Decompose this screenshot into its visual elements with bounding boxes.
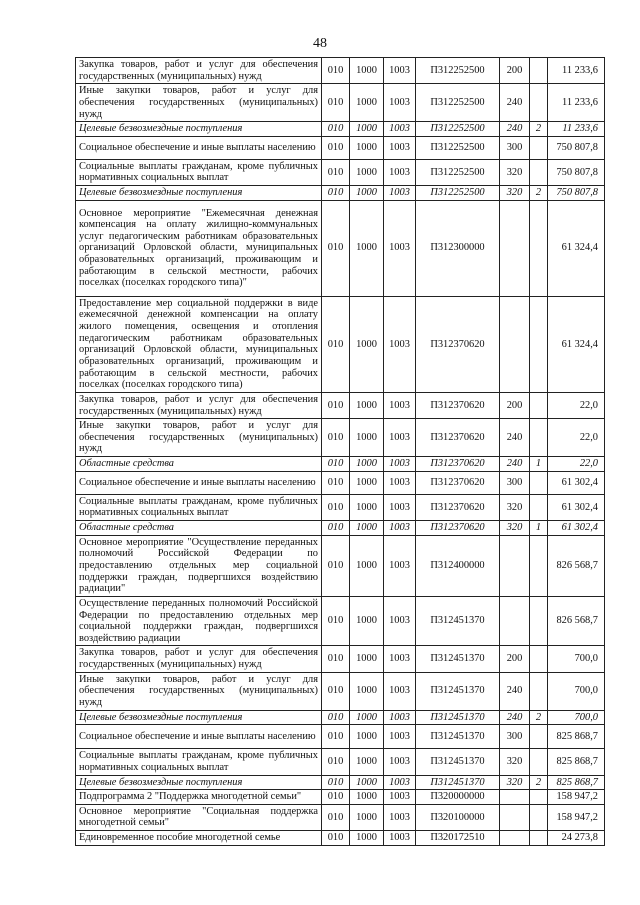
- target-article-code: П312451370: [416, 725, 500, 749]
- amount: 24 273,8: [548, 831, 605, 846]
- target-article-code: П312252500: [416, 186, 500, 201]
- expense-type-code: 200: [500, 58, 530, 84]
- funding-source-code: [530, 159, 548, 185]
- dept-code: 010: [322, 790, 350, 805]
- dept-code: 010: [322, 831, 350, 846]
- dept-code: 010: [322, 646, 350, 672]
- subsection-code: 1003: [384, 646, 416, 672]
- subsection-code: 1003: [384, 392, 416, 418]
- row-name: Социальные выплаты гражданам, кроме публичных нормативных социальных выплат: [76, 494, 322, 520]
- dept-code: 010: [322, 672, 350, 710]
- funding-source-code: [530, 84, 548, 122]
- expense-type-code: 240: [500, 457, 530, 472]
- subsection-code: 1003: [384, 84, 416, 122]
- subsection-code: 1003: [384, 457, 416, 472]
- table-row: [76, 122, 605, 137]
- target-article-code: П312370620: [416, 296, 500, 392]
- section-code: 1000: [350, 749, 384, 775]
- dept-code: 010: [322, 200, 350, 296]
- amount: 825 868,7: [548, 775, 605, 790]
- expense-type-code: 300: [500, 471, 530, 494]
- budget-table: [75, 57, 605, 846]
- subsection-code: 1003: [384, 296, 416, 392]
- section-code: 1000: [350, 790, 384, 805]
- funding-source-code: 2: [530, 122, 548, 137]
- expense-type-code: 240: [500, 672, 530, 710]
- subsection-code: 1003: [384, 136, 416, 159]
- subsection-code: 1003: [384, 58, 416, 84]
- section-code: 1000: [350, 392, 384, 418]
- subsection-code: 1003: [384, 790, 416, 805]
- dept-code: 010: [322, 159, 350, 185]
- subsection-code: 1003: [384, 672, 416, 710]
- subsection-code: 1003: [384, 122, 416, 137]
- expense-type-code: [500, 596, 530, 646]
- dept-code: 010: [322, 471, 350, 494]
- row-name: Областные средства: [76, 457, 322, 472]
- expense-type-code: 300: [500, 136, 530, 159]
- target-article-code: П312252500: [416, 159, 500, 185]
- section-code: 1000: [350, 596, 384, 646]
- expense-type-code: 200: [500, 392, 530, 418]
- dept-code: 010: [322, 58, 350, 84]
- funding-source-code: 2: [530, 775, 548, 790]
- row-name: Целевые безвозмездные поступления: [76, 186, 322, 201]
- amount: 826 568,7: [548, 596, 605, 646]
- funding-source-code: [530, 646, 548, 672]
- amount: 825 868,7: [548, 749, 605, 775]
- section-code: 1000: [350, 84, 384, 122]
- target-article-code: П312252500: [416, 136, 500, 159]
- expense-type-code: 240: [500, 122, 530, 137]
- table-row: [76, 159, 605, 185]
- table-row: [76, 200, 605, 296]
- row-name: Областные средства: [76, 521, 322, 536]
- dept-code: 010: [322, 457, 350, 472]
- amount: 700,0: [548, 710, 605, 725]
- dept-code: 010: [322, 725, 350, 749]
- expense-type-code: 240: [500, 710, 530, 725]
- funding-source-code: [530, 804, 548, 830]
- expense-type-code: [500, 200, 530, 296]
- table-row: [76, 596, 605, 646]
- table-row: [76, 392, 605, 418]
- dept-code: 010: [322, 419, 350, 457]
- section-code: 1000: [350, 159, 384, 185]
- row-name: Целевые безвозмездные поступления: [76, 775, 322, 790]
- funding-source-code: 1: [530, 457, 548, 472]
- target-article-code: П312451370: [416, 749, 500, 775]
- target-article-code: П312400000: [416, 535, 500, 596]
- row-name: Социальное обеспечение и иные выплаты населению: [76, 136, 322, 159]
- section-code: 1000: [350, 804, 384, 830]
- dept-code: 010: [322, 122, 350, 137]
- row-name: Социальные выплаты гражданам, кроме публичных нормативных социальных выплат: [76, 749, 322, 775]
- expense-type-code: 320: [500, 159, 530, 185]
- table-row: [76, 457, 605, 472]
- amount: 11 233,6: [548, 84, 605, 122]
- table-row: [76, 804, 605, 830]
- section-code: 1000: [350, 521, 384, 536]
- dept-code: 010: [322, 521, 350, 536]
- subsection-code: 1003: [384, 186, 416, 201]
- row-name: Закупка товаров, работ и услуг для обеспечения государственных (муниципальных) нужд: [76, 646, 322, 672]
- subsection-code: 1003: [384, 596, 416, 646]
- expense-type-code: [500, 831, 530, 846]
- funding-source-code: 1: [530, 521, 548, 536]
- dept-code: 010: [322, 596, 350, 646]
- section-code: 1000: [350, 419, 384, 457]
- subsection-code: 1003: [384, 521, 416, 536]
- section-code: 1000: [350, 535, 384, 596]
- section-code: 1000: [350, 200, 384, 296]
- expense-type-code: [500, 790, 530, 805]
- target-article-code: П320100000: [416, 804, 500, 830]
- funding-source-code: [530, 672, 548, 710]
- table-row: [76, 58, 605, 84]
- section-code: 1000: [350, 710, 384, 725]
- budget-table-body: [76, 58, 605, 846]
- section-code: 1000: [350, 775, 384, 790]
- table-row: [76, 471, 605, 494]
- target-article-code: П312451370: [416, 596, 500, 646]
- expense-type-code: [500, 804, 530, 830]
- subsection-code: 1003: [384, 804, 416, 830]
- funding-source-code: [530, 725, 548, 749]
- amount: 750 807,8: [548, 136, 605, 159]
- funding-source-code: [530, 749, 548, 775]
- row-name: Целевые безвозмездные поступления: [76, 710, 322, 725]
- section-code: 1000: [350, 494, 384, 520]
- amount: 11 233,6: [548, 58, 605, 84]
- target-article-code: П312451370: [416, 646, 500, 672]
- target-article-code: П312451370: [416, 775, 500, 790]
- dept-code: 010: [322, 535, 350, 596]
- amount: 700,0: [548, 646, 605, 672]
- subsection-code: 1003: [384, 725, 416, 749]
- row-name: Подпрограмма 2 "Поддержка многодетной семьи": [76, 790, 322, 805]
- amount: 158 947,2: [548, 790, 605, 805]
- expense-type-code: 200: [500, 646, 530, 672]
- section-code: 1000: [350, 831, 384, 846]
- target-article-code: П312370620: [416, 471, 500, 494]
- table-row: [76, 419, 605, 457]
- funding-source-code: [530, 200, 548, 296]
- amount: 61 324,4: [548, 200, 605, 296]
- target-article-code: П312252500: [416, 122, 500, 137]
- table-row: [76, 775, 605, 790]
- target-article-code: П312370620: [416, 392, 500, 418]
- amount: 61 302,4: [548, 521, 605, 536]
- table-row: [76, 749, 605, 775]
- subsection-code: 1003: [384, 471, 416, 494]
- table-row: [76, 790, 605, 805]
- row-name: Основное мероприятие "Осуществление переданных полномочий Российской Федерации по предоставлению отдельных мер социальной поддержки граждан, подвергшихся воздействию радиации": [76, 535, 322, 596]
- dept-code: 010: [322, 136, 350, 159]
- expense-type-code: [500, 296, 530, 392]
- section-code: 1000: [350, 725, 384, 749]
- funding-source-code: 2: [530, 710, 548, 725]
- dept-code: 010: [322, 775, 350, 790]
- funding-source-code: [530, 494, 548, 520]
- dept-code: 010: [322, 749, 350, 775]
- amount: 22,0: [548, 392, 605, 418]
- amount: 750 807,8: [548, 186, 605, 201]
- table-row: [76, 535, 605, 596]
- expense-type-code: 320: [500, 494, 530, 520]
- row-name: Закупка товаров, работ и услуг для обеспечения государственных (муниципальных) нужд: [76, 58, 322, 84]
- dept-code: 010: [322, 804, 350, 830]
- row-name: Предоставление мер социальной поддержки в виде ежемесячной денежной компенсации на оплату жилого помещения, освещения и отопления педагогическим работникам образовательных организаций Орловской области, муниципальных образовательных организаций, проживающим и работающим в сельской местности, рабочих поселках (поселках городского типа): [76, 296, 322, 392]
- funding-source-code: [530, 419, 548, 457]
- table-row: [76, 494, 605, 520]
- expense-type-code: 320: [500, 521, 530, 536]
- amount: 61 302,4: [548, 494, 605, 520]
- page-number: 48: [313, 36, 327, 51]
- dept-code: 010: [322, 494, 350, 520]
- table-row: [76, 296, 605, 392]
- expense-type-code: 240: [500, 84, 530, 122]
- table-row: [76, 710, 605, 725]
- expense-type-code: 240: [500, 419, 530, 457]
- row-name: Единовременное пособие многодетной семье: [76, 831, 322, 846]
- subsection-code: 1003: [384, 775, 416, 790]
- target-article-code: П312370620: [416, 494, 500, 520]
- row-name: Закупка товаров, работ и услуг для обеспечения государственных (муниципальных) нужд: [76, 392, 322, 418]
- funding-source-code: [530, 831, 548, 846]
- subsection-code: 1003: [384, 494, 416, 520]
- target-article-code: П312451370: [416, 710, 500, 725]
- section-code: 1000: [350, 296, 384, 392]
- funding-source-code: [530, 136, 548, 159]
- amount: 61 302,4: [548, 471, 605, 494]
- dept-code: 010: [322, 710, 350, 725]
- table-row: [76, 186, 605, 201]
- target-article-code: П312370620: [416, 521, 500, 536]
- table-row: [76, 84, 605, 122]
- row-name: Иные закупки товаров, работ и услуг для обеспечения государственных (муниципальных) нужд: [76, 419, 322, 457]
- amount: 750 807,8: [548, 159, 605, 185]
- funding-source-code: [530, 471, 548, 494]
- amount: 826 568,7: [548, 535, 605, 596]
- table-row: [76, 521, 605, 536]
- expense-type-code: 320: [500, 775, 530, 790]
- dept-code: 010: [322, 296, 350, 392]
- expense-type-code: 300: [500, 725, 530, 749]
- amount: 61 324,4: [548, 296, 605, 392]
- funding-source-code: [530, 58, 548, 84]
- amount: 700,0: [548, 672, 605, 710]
- row-name: Социальные выплаты гражданам, кроме публичных нормативных социальных выплат: [76, 159, 322, 185]
- section-code: 1000: [350, 122, 384, 137]
- table-row: [76, 646, 605, 672]
- funding-source-code: [530, 392, 548, 418]
- funding-source-code: [530, 296, 548, 392]
- row-name: Осуществление переданных полномочий Российской Федерации по предоставлению отдельных мер социальной поддержки граждан, подвергшихся воздействию радиации: [76, 596, 322, 646]
- target-article-code: П312252500: [416, 58, 500, 84]
- table-row: [76, 672, 605, 710]
- table-row: [76, 136, 605, 159]
- amount: 825 868,7: [548, 725, 605, 749]
- subsection-code: 1003: [384, 710, 416, 725]
- dept-code: 010: [322, 186, 350, 201]
- target-article-code: П312451370: [416, 672, 500, 710]
- section-code: 1000: [350, 136, 384, 159]
- dept-code: 010: [322, 392, 350, 418]
- row-name: Основное мероприятие "Ежемесячная денежная компенсация на оплату жилищно-коммунальных услуг педагогическим работникам образовательных организаций Орловской области, муниципальных образовательных организаций, проживающим и работающим в сельской местности, рабочих поселках (поселках городского типа)": [76, 200, 322, 296]
- amount: 11 233,6: [548, 122, 605, 137]
- subsection-code: 1003: [384, 200, 416, 296]
- expense-type-code: 320: [500, 186, 530, 201]
- section-code: 1000: [350, 672, 384, 710]
- section-code: 1000: [350, 646, 384, 672]
- row-name: Социальное обеспечение и иные выплаты населению: [76, 725, 322, 749]
- section-code: 1000: [350, 457, 384, 472]
- amount: 22,0: [548, 457, 605, 472]
- expense-type-code: [500, 535, 530, 596]
- funding-source-code: 2: [530, 186, 548, 201]
- target-article-code: П320000000: [416, 790, 500, 805]
- target-article-code: П312252500: [416, 84, 500, 122]
- subsection-code: 1003: [384, 749, 416, 775]
- target-article-code: П312370620: [416, 419, 500, 457]
- dept-code: 010: [322, 84, 350, 122]
- row-name: Иные закупки товаров, работ и услуг для обеспечения государственных (муниципальных) нужд: [76, 84, 322, 122]
- row-name: Социальное обеспечение и иные выплаты населению: [76, 471, 322, 494]
- row-name: Иные закупки товаров, работ и услуг для обеспечения государственных (муниципальных) нужд: [76, 672, 322, 710]
- funding-source-code: [530, 535, 548, 596]
- amount: 158 947,2: [548, 804, 605, 830]
- section-code: 1000: [350, 186, 384, 201]
- funding-source-code: [530, 790, 548, 805]
- section-code: 1000: [350, 471, 384, 494]
- row-name: Основное мероприятие "Социальная поддержка многодетной семьи": [76, 804, 322, 830]
- funding-source-code: [530, 596, 548, 646]
- subsection-code: 1003: [384, 831, 416, 846]
- target-article-code: П312370620: [416, 457, 500, 472]
- table-row: [76, 725, 605, 749]
- section-code: 1000: [350, 58, 384, 84]
- target-article-code: П312300000: [416, 200, 500, 296]
- subsection-code: 1003: [384, 159, 416, 185]
- amount: 22,0: [548, 419, 605, 457]
- target-article-code: П320172510: [416, 831, 500, 846]
- table-row: [76, 831, 605, 846]
- row-name: Целевые безвозмездные поступления: [76, 122, 322, 137]
- subsection-code: 1003: [384, 419, 416, 457]
- subsection-code: 1003: [384, 535, 416, 596]
- expense-type-code: 320: [500, 749, 530, 775]
